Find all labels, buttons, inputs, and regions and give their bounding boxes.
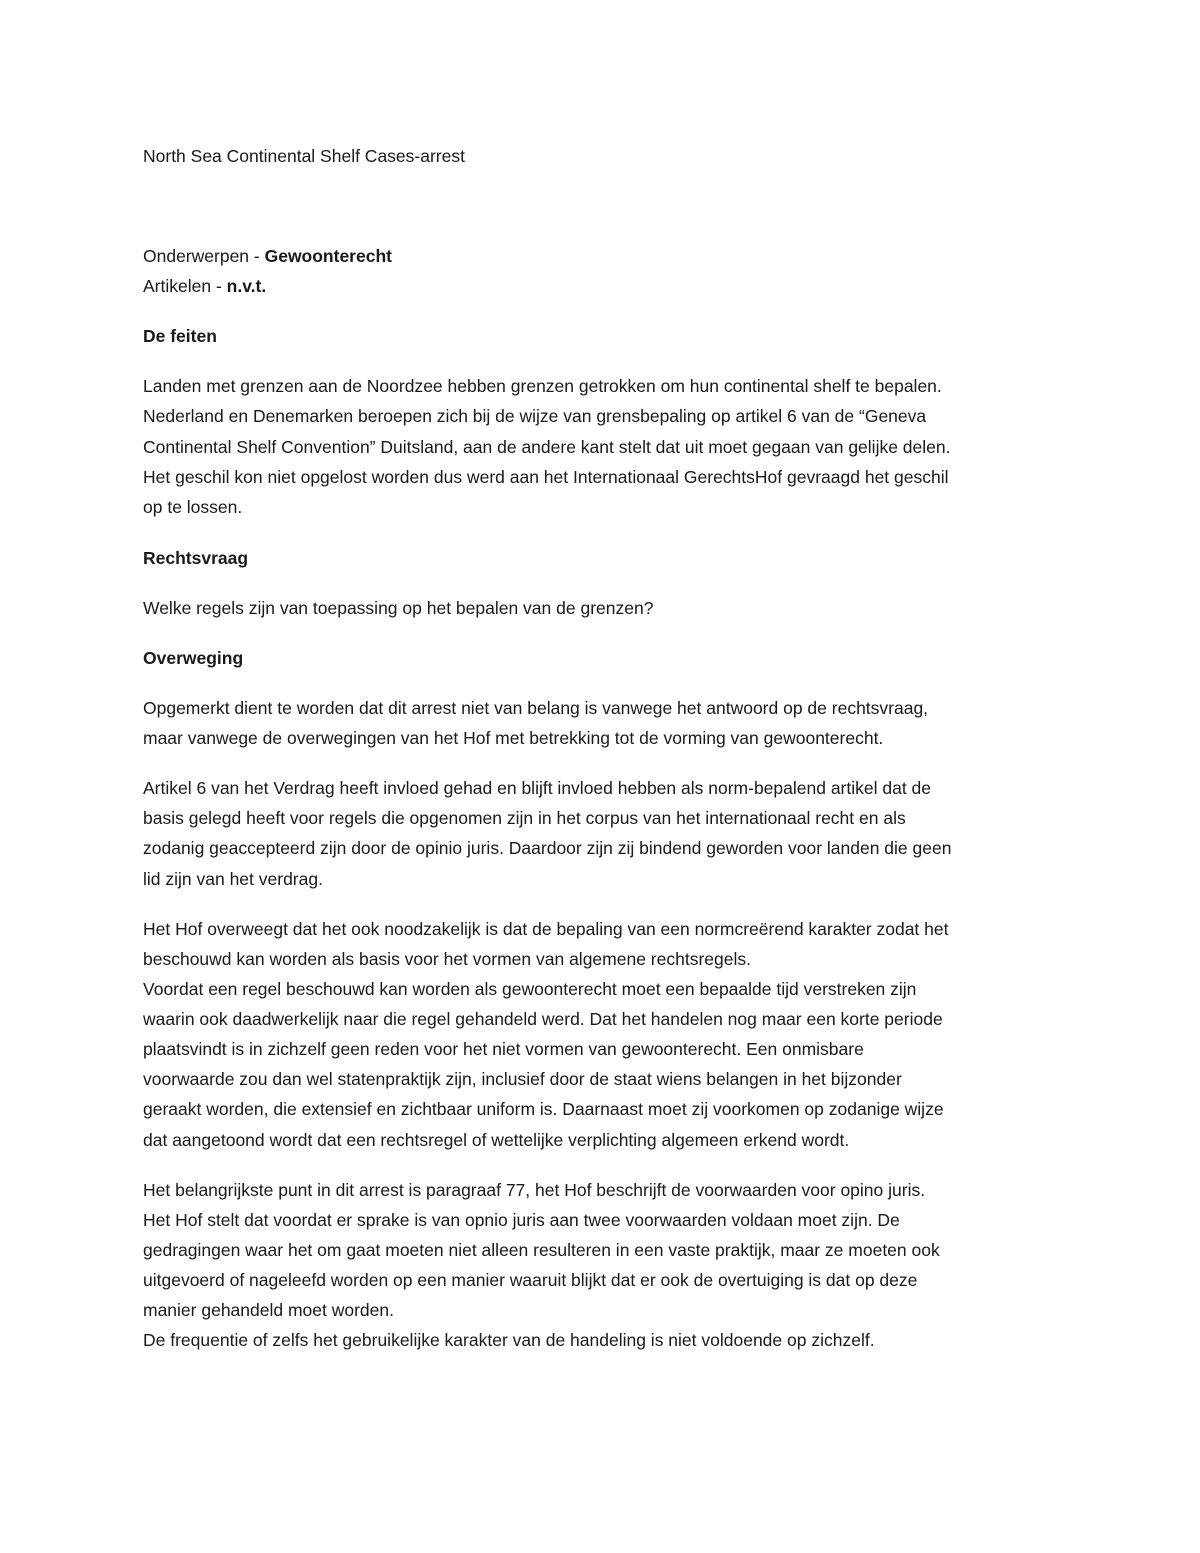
facts-heading: De feiten xyxy=(143,326,217,346)
question-heading: Rechtsvraag xyxy=(143,548,249,568)
consideration-line: plaatsvindt is in zichzelf geen reden voor het niet vormen van gewoonterecht. Een onmisbare xyxy=(143,1039,864,1059)
consideration-line: lid zijn van het verdrag. xyxy=(143,869,323,889)
consideration-line: Artikel 6 van het Verdrag heeft invloed gehad en blijft invloed hebben als norm-bepalend artikel dat de xyxy=(143,778,932,798)
subjects-label: Onderwerpen - xyxy=(143,246,265,266)
facts-line: op te lossen. xyxy=(143,497,243,517)
consideration-line: Het Hof stelt dat voordat er sprake is van opnio juris aan twee voorwaarden voldaan moet zijn. De xyxy=(143,1210,900,1230)
document-title: North Sea Continental Shelf Cases-arrest xyxy=(143,146,465,166)
facts-line: Nederland en Denemarken beroepen zich bij de wijze van grensbepaling op artikel 6 van de “Geneva xyxy=(143,406,927,426)
consideration-line: manier gehandeld moet worden. xyxy=(143,1300,394,1320)
subjects-line xyxy=(143,241,392,271)
consideration-line: Het belangrijkste punt in dit arrest is paragraaf 77, het Hof beschrijft de voorwaarden voor opino juris. xyxy=(143,1180,926,1200)
facts-line: Landen met grenzen aan de Noordzee hebben grenzen getrokken om hun continental shelf te bepalen. xyxy=(143,376,942,396)
facts-line: Het geschil kon niet opgelost worden dus werd aan het Internationaal GerechtsHof gevraagd het geschil xyxy=(143,467,949,487)
consideration-line: Opgemerkt dient te worden dat dit arrest niet van belang is vanwege het antwoord op de rechtsvraag, xyxy=(143,698,929,718)
consideration-line: De frequentie of zelfs het gebruikelijke karakter van de handeling is niet voldoende op zichzelf. xyxy=(143,1330,875,1350)
consideration-line: Voordat een regel beschouwd kan worden als gewoonterecht moet een bepaalde tijd verstreken zijn xyxy=(143,979,917,999)
consideration-line: dat aangetoond wordt dat een rechtsregel of wettelijke verplichting algemeen erkend wordt. xyxy=(143,1130,850,1150)
articles-value: n.v.t. xyxy=(226,276,267,296)
consideration-line: uitgevoerd of nageleefd worden op een manier waaruit blijkt dat er ook de overtuiging is dat op deze xyxy=(143,1270,918,1290)
subjects-value: Gewoonterecht xyxy=(264,246,392,266)
consideration-line: basis gelegd heeft voor regels die opgenomen zijn in het corpus van het internationaal recht en als xyxy=(143,808,906,828)
articles-label: Artikelen - xyxy=(143,276,227,296)
consideration-line: voorwaarde zou dan wel statenpraktijk zijn, inclusief door de staat wiens belangen in het bijzonder xyxy=(143,1069,902,1089)
consideration-line: geraakt worden, die extensief en zichtbaar uniform is. Daarnaast moet zij voorkomen op zodanige wijze xyxy=(143,1099,944,1119)
consideration-line: zodanig geaccepteerd zijn door de opinio juris. Daardoor zijn zij bindend geworden voor landen die geen xyxy=(143,838,952,858)
consideration-line: waarin ook daadwerkelijk naar die regel gehandeld werd. Dat het handelen nog maar een korte periode xyxy=(143,1009,943,1029)
consideration-line: Het Hof overweegt dat het ook noodzakelijk is dat de bepaling van een normcreërend karakter zodat het xyxy=(143,919,949,939)
consideration-heading: Overweging xyxy=(143,648,244,668)
consideration-line: beschouwd kan worden als basis voor het vormen van algemene rechtsregels. xyxy=(143,949,751,969)
articles-line xyxy=(143,271,266,301)
facts-line: Continental Shelf Convention” Duitsland, aan de andere kant stelt dat uit moet gegaan van gelijke delen. xyxy=(143,437,951,457)
consideration-line: maar vanwege de overwegingen van het Hof met betrekking tot de vorming van gewoonterecht. xyxy=(143,728,884,748)
consideration-line: gedragingen waar het om gaat moeten niet alleen resulteren in een vaste praktijk, maar ze moeten ook xyxy=(143,1240,940,1260)
question-line: Welke regels zijn van toepassing op het bepalen van de grenzen? xyxy=(143,598,654,618)
